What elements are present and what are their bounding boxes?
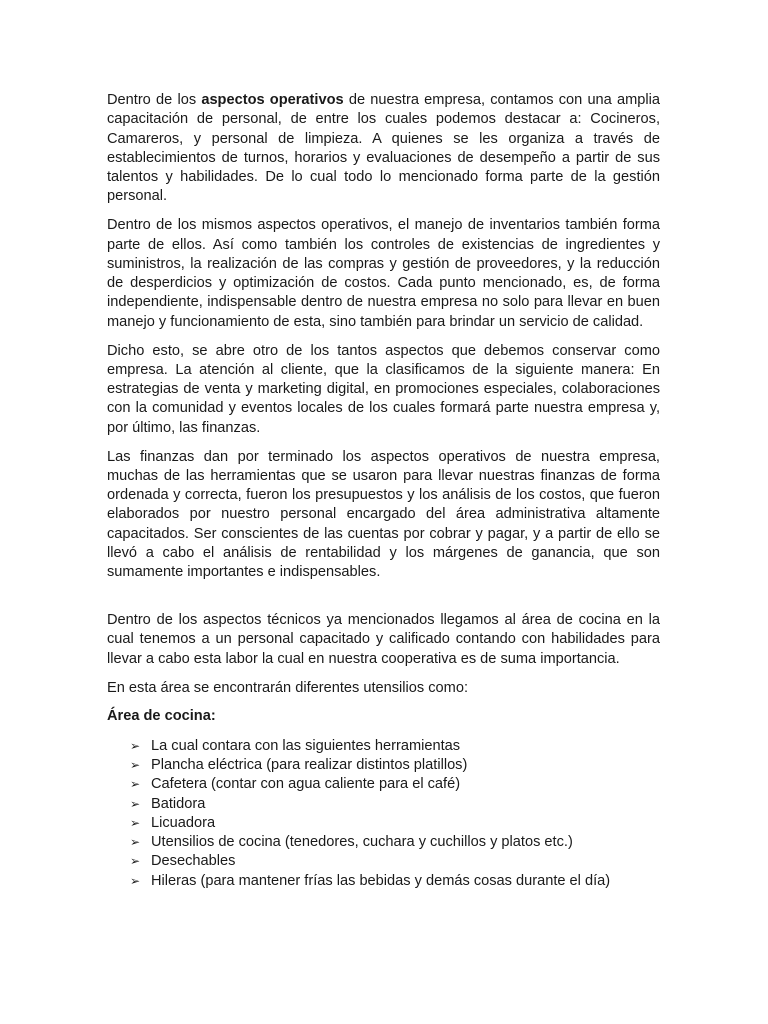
p1-after: de nuestra empresa, contamos con una amplia capacitación de personal, de entre los cuales podemos destacar a: Cocineros, Camareros, y personal de limpieza. A quienes se les organiza a través de establecimientos de turnos, horarios y evaluaciones de desempeño a partir de sus talentos y habilidades. De lo cual todo lo mencionado forma parte de la gestión personal. (107, 92, 660, 205)
arrow-bullet-icon: ➢ (130, 738, 141, 753)
list-item-text: Utensilios de cocina (tenedores, cuchara y cuchillos y platos etc.) (151, 834, 573, 851)
document-page (107, 91, 660, 891)
list-item (107, 756, 660, 775)
arrow-bullet-icon: ➢ (130, 854, 141, 869)
arrow-bullet-icon: ➢ (130, 815, 141, 830)
list-item (107, 833, 660, 852)
paragraph-customer-service: Dicho esto, se abre otro de los tantos aspectos que debemos conservar como empresa. La atención al cliente, que la clasificamos de la siguiente manera: En estrategias de venta y marketing digital, en promociones especiales, colaboraciones con la comunidad y eventos locales de los cuales formará parte nuestra empresa y, por último, las finanzas. (107, 342, 660, 436)
arrow-bullet-icon: ➢ (130, 757, 141, 772)
list-item (107, 737, 660, 756)
blank-line (107, 592, 660, 611)
list-item (107, 795, 660, 814)
list-item (107, 814, 660, 833)
paragraph-inventory: Dentro de los mismos aspectos operativos, el manejo de inventarios también forma parte de ellos. Así como también los controles de existencias de ingredientes y suministros, la realización de las compras y gestión de proveedores, y la reducción de desperdicios y optimización de costos. Cada punto mencionado, es, de forma independiente, indispensable dentro de nuestra empresa no solo para llevar en buen manejo y funcionamiento de esta, sino también para brindar un servicio de calidad. (107, 217, 660, 330)
list-item (107, 775, 660, 794)
section-heading-kitchen: Área de cocina: (107, 708, 216, 725)
list-item-text: Desechables (151, 853, 236, 870)
kitchen-tools-list (107, 737, 660, 891)
paragraph-finances: Las finanzas dan por terminado los aspectos operativos de nuestra empresa, muchas de las herramientas que se usaron para llevar nuestras finanzas de forma ordenada y correcta, fueron los presupuestos y los análisis de los costos, que fueron elaborados por nuestro personal encargado del área administrativa altamente capacitados. Ser conscientes de las cuentas por cobrar y pagar, y a partir de ello se llevó a cabo el análisis de rentabilidad y los márgenes de ganancia, que son sumamente importantes e indispensables. (107, 448, 660, 581)
arrow-bullet-icon: ➢ (130, 777, 141, 792)
list-item-text: Cafetera (contar con agua caliente para el café) (151, 776, 461, 793)
paragraph-kitchen-area: Dentro de los aspectos técnicos ya mencionados llegamos al área de cocina en la cual tenemos a un personal capacitado y calificado contando con habilidades para llevar a cabo esta labor la cual en nuestra cooperativa es de suma importancia. (107, 612, 660, 667)
list-item-text: Batidora (151, 795, 206, 812)
list-item (107, 852, 660, 871)
paragraph-operational-staff (107, 91, 660, 207)
list-item (107, 872, 660, 891)
list-item-text: Licuadora (151, 814, 216, 831)
arrow-bullet-icon: ➢ (130, 835, 141, 850)
paragraph-utensils-intro: En esta área se encontrarán diferentes utensilios como: (107, 679, 468, 696)
list-item-text: La cual contara con las siguientes herramientas (151, 737, 461, 754)
list-item-text: Hileras (para mantener frías las bebidas y demás cosas durante el día) (151, 872, 611, 889)
list-item-text: Plancha eléctrica (para realizar distintos platillos) (151, 756, 468, 773)
arrow-bullet-icon: ➢ (130, 796, 141, 811)
p1-bold-term: aspectos operativos (201, 92, 344, 108)
arrow-bullet-icon: ➢ (130, 873, 141, 888)
p1-before: Dentro de los (107, 92, 202, 108)
